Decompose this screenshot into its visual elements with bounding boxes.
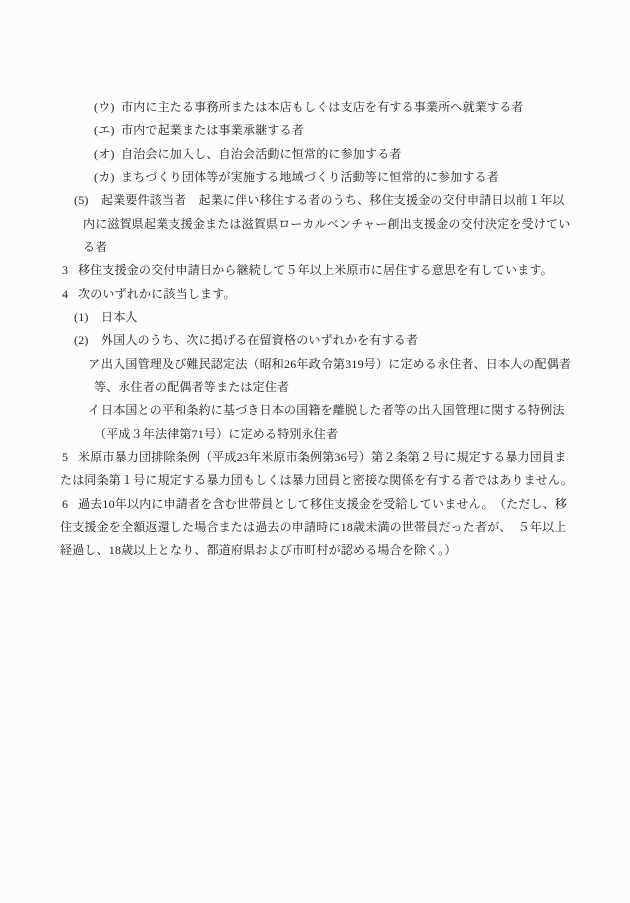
line-text: 市内に主たる事務所または本店もしくは支店を有する事業所へ就業する者 bbox=[121, 100, 524, 114]
document-line bbox=[0, 166, 630, 189]
document-line bbox=[0, 119, 630, 142]
line-text: 自治会に加入し、自治会活動に恒常的に参加する者 bbox=[121, 146, 402, 161]
document-line bbox=[0, 283, 630, 306]
list-marker: 4 bbox=[62, 286, 69, 301]
line-text: 米原市暴力団排除条例（平成23年米原市条例第36号）第２条第２号に規定する暴力団員ま bbox=[78, 449, 567, 464]
line-text: る者 bbox=[83, 239, 108, 254]
document-line bbox=[0, 493, 630, 516]
list-marker: (2) bbox=[74, 333, 89, 348]
line-text: 内に滋賀県起業支援金または滋賀県ローカルベンチャー創出支援金の交付決定を受けてい bbox=[83, 216, 571, 231]
document-line bbox=[0, 189, 630, 212]
line-text: 住支援金を全額返還した場合または過去の申請時に18歳未満の世帯員だった者が、 ５年以上 bbox=[60, 519, 567, 534]
list-marker: (オ) bbox=[94, 146, 115, 161]
line-text: 経過し、18歳以上となり、都道府県および市町村が認める場合を除く。） bbox=[60, 543, 457, 558]
line-text: 次のいずれかに該当します。 bbox=[78, 286, 236, 301]
document-line bbox=[0, 539, 630, 562]
line-text: 市内で起業または事業承継する者 bbox=[121, 123, 305, 138]
document-line bbox=[0, 423, 630, 446]
list-marker: (エ) bbox=[94, 123, 115, 138]
list-marker: (ウ) bbox=[94, 100, 115, 114]
line-text: （平成３年法律第71号）に定める特別永住者 bbox=[94, 426, 339, 441]
line-text: 日本国との平和条約に基づき日本の国籍を離脱した者等の出入国管理に関する特例法 bbox=[101, 403, 565, 418]
line-text: 日本人 bbox=[101, 309, 138, 324]
line-text: 外国人のうち、次に掲げる在留資格のいずれかを有する者 bbox=[101, 333, 419, 348]
document-line bbox=[0, 469, 630, 492]
line-text: 起業要件該当者 起業に伴い移住する者のうち、移住支援金の交付申請日以前１年以 bbox=[101, 193, 565, 208]
line-text: まちづくり団体等が実施する地域づくり活動等に恒常的に参加する者 bbox=[121, 169, 500, 184]
document-line bbox=[0, 259, 630, 282]
document-line bbox=[0, 213, 630, 236]
list-marker: (1) bbox=[74, 309, 89, 324]
line-text: 出入国管理及び難民認定法（昭和26年政令第319号）に定める永住者、日本人の配偶者 bbox=[101, 356, 572, 371]
document-line bbox=[0, 236, 630, 259]
list-marker: (カ) bbox=[94, 169, 115, 184]
document-line bbox=[0, 446, 630, 469]
document-line bbox=[0, 376, 630, 399]
list-marker: 3 bbox=[62, 263, 69, 278]
line-text: 等、永住者の配偶者等または定住者 bbox=[94, 379, 290, 394]
document-line bbox=[0, 353, 630, 376]
list-marker: 6 bbox=[62, 496, 69, 511]
document-line bbox=[0, 516, 630, 539]
document-line bbox=[0, 143, 630, 166]
list-marker: 5 bbox=[62, 449, 69, 464]
line-text: たは同条第１号に規定する暴力団もしくは暴力団員と密接な関係を有する者ではありません。 bbox=[60, 473, 574, 488]
document-line bbox=[0, 399, 630, 422]
list-marker: (5) bbox=[74, 193, 89, 208]
line-text: 過去10年以内に申請者を含む世帯員として移住支援金を受給していません。 （ただし、移 bbox=[78, 496, 568, 511]
line-text: 移住支援金の交付申請日から継続して５年以上米原市に居住する意思を有しています。 bbox=[78, 263, 553, 278]
document-line bbox=[0, 306, 630, 329]
list-marker: イ bbox=[88, 403, 101, 418]
document-line bbox=[0, 329, 630, 352]
list-marker: ア bbox=[88, 356, 101, 371]
document-line bbox=[0, 96, 630, 119]
